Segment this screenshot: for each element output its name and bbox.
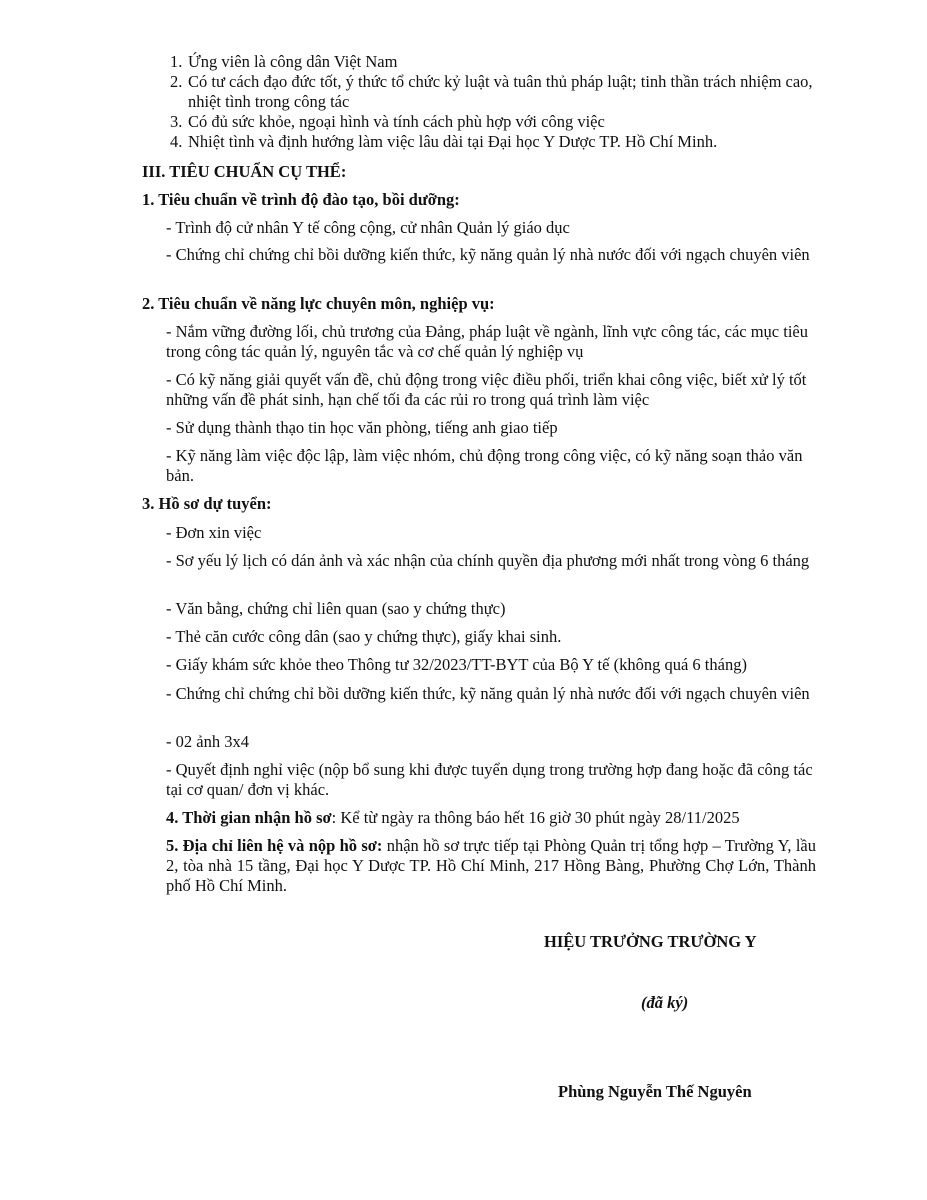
subsection-title: 1. Tiêu chuẩn về trình độ đào tạo, bồi dưỡng: — [142, 190, 460, 209]
signed-note: (đã ký) — [641, 993, 689, 1012]
list-item — [170, 72, 820, 112]
list-number: 2. — [170, 72, 183, 91]
subsection-item: - Thẻ căn cước công dân (sao y chứng thực), giấy khai sinh. — [166, 627, 562, 646]
list-item — [170, 52, 820, 72]
subsection-item: - Chứng chỉ chứng chỉ bồi dưỡng kiến thức, kỹ năng quản lý nhà nước đối với ngạch chuyên viên — [166, 245, 810, 264]
list-text: Có đủ sức khỏe, ngoại hình và tính cách phù hợp với công việc — [188, 112, 605, 131]
list-number: 4. — [170, 132, 183, 151]
subsection-item: - Sử dụng thành thạo tin học văn phòng, tiếng anh giao tiếp — [166, 418, 558, 437]
list-item — [170, 112, 820, 132]
address-label: 5. Địa chỉ liên hệ và nộp hồ sơ: — [166, 836, 383, 855]
list-text: Có tư cách đạo đức tốt, ý thức tổ chức kỷ luật và tuân thủ pháp luật; tinh thần trách nhiệm cao, nhiệt tình trong công tác — [188, 72, 813, 111]
list-number: 3. — [170, 112, 183, 131]
subsection-item: - Văn bằng, chứng chỉ liên quan (sao y chứng thực) — [166, 599, 506, 618]
section-title: III. TIÊU CHUẨN CỤ THỂ: — [142, 162, 347, 181]
general-requirements-list — [170, 52, 820, 152]
subsection-item: - Giấy khám sức khỏe theo Thông tư 32/2023/TT-BYT của Bộ Y tế (không quá 6 tháng) — [166, 655, 747, 674]
signatory-name: Phùng Nguyễn Thế Nguyên — [558, 1082, 752, 1101]
subsection-item: - Sơ yếu lý lịch có dán ảnh và xác nhận của chính quyền địa phương mới nhất trong vòng 6 tháng — [166, 551, 810, 570]
subsection-title: 3. Hồ sơ dự tuyển: — [142, 494, 272, 513]
subsection-item: - Chứng chỉ chứng chỉ bồi dưỡng kiến thức, kỹ năng quản lý nhà nước đối với ngạch chuyên viên — [166, 684, 810, 703]
subsection-item: - Đơn xin việc — [166, 523, 262, 542]
subsection-item: - Kỹ năng làm việc độc lập, làm việc nhóm, chủ động trong công việc, có kỹ năng soạn thảo văn bản. — [166, 446, 803, 485]
list-text: Ứng viên là công dân Việt Nam — [188, 52, 398, 71]
subsection-item: - Quyết định nghỉ việc (nộp bổ sung khi được tuyển dụng trong trường hợp đang hoặc đã công tác tại cơ quan/ đơn vị khác. — [166, 760, 813, 799]
deadline-label: 4. Thời gian nhận hồ sơ — [166, 808, 332, 827]
address-text: nhận hồ sơ trực tiếp tại Phòng Quản trị tổng hợp – Trường Y, lầu 2, tòa nhà 15 tầng, Đại học Y Dược TP. Hồ Chí Minh, 217 Hồng Bàng, Phường Chợ Lớn, Thành phố Hồ Chí Minh. — [166, 836, 816, 895]
contact-address — [166, 836, 816, 896]
list-number: 1. — [170, 52, 183, 71]
subsection-item: - Nắm vững đường lối, chủ trương của Đảng, pháp luật về ngành, lĩnh vực công tác, các mục tiêu trong công tác quản lý, nguyên tắc và cơ chế quản lý nghiệp vụ — [166, 322, 809, 361]
list-text: Nhiệt tình và định hướng làm việc lâu dài tại Đại học Y Dược TP. Hồ Chí Minh. — [188, 132, 718, 151]
signatory-title: HIỆU TRƯỞNG TRƯỜNG Y — [544, 932, 757, 951]
subsection-item: - Có kỹ năng giải quyết vấn đề, chủ động trong việc điều phối, triển khai công việc, biết xử lý tốt những vấn đề phát sinh, hạn chế tối đa các rủi ro trong quá trình làm việc — [166, 370, 807, 409]
subsection-item: - Trình độ cử nhân Y tế công cộng, cử nhân Quản lý giáo dục — [166, 218, 570, 237]
subsection-title: 2. Tiêu chuẩn về năng lực chuyên môn, nghiệp vụ: — [142, 294, 495, 313]
submission-deadline — [166, 808, 816, 828]
list-item — [170, 132, 820, 152]
deadline-text: : Kể từ ngày ra thông báo hết 16 giờ 30 phút ngày 28/11/2025 — [331, 808, 740, 827]
subsection-item: - 02 ảnh 3x4 — [166, 732, 249, 751]
